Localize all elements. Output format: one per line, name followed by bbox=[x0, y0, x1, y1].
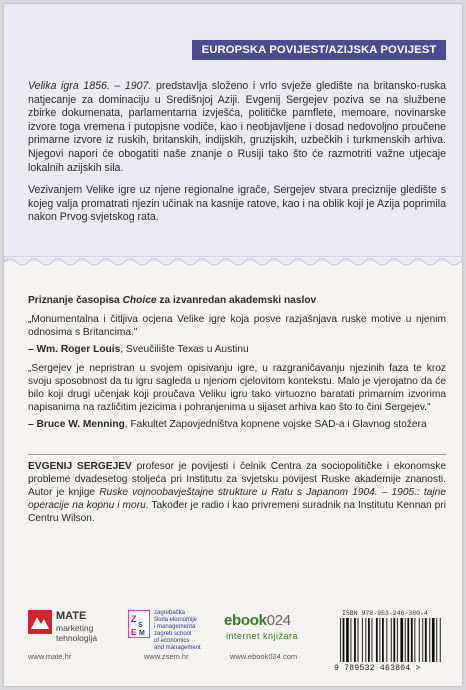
zsem-logo bbox=[128, 610, 228, 680]
ebook024-logo bbox=[224, 610, 324, 680]
barcode-bar bbox=[386, 618, 387, 662]
barcode-bar bbox=[397, 618, 398, 662]
zsem-url: www.zsem.hr bbox=[144, 652, 189, 661]
ebook024-name: ebook024 bbox=[224, 612, 291, 629]
praise-attribution-2: – Bruce W. Menning, Fakultet Zapovjedništva kopnene vojske SAD-a i Glavnog stožera bbox=[28, 419, 427, 430]
author-name: EVGENIJ SERGEJEV bbox=[28, 461, 132, 472]
barcode-bar bbox=[422, 618, 423, 662]
category-banner: EUROPSKA POVIJEST/AZIJSKA POVIJEST bbox=[192, 40, 446, 60]
zsem-logo-icon bbox=[128, 610, 150, 638]
svg-text:S: S bbox=[138, 622, 143, 629]
mate-subtitle: marketing tehnologija bbox=[56, 623, 98, 643]
mate-url: www.mate.hr bbox=[28, 652, 72, 661]
book-title-italic: Velika igra 1856. – 1907. bbox=[28, 80, 152, 92]
barcode-bar bbox=[346, 618, 349, 662]
section-divider bbox=[28, 454, 446, 455]
barcode-bar bbox=[379, 618, 380, 662]
isbn-label: ISBN 978-953-246-380-4 bbox=[342, 610, 428, 617]
author-bio: EVGENIJ SERGEJEV profesor je povijesti i čelnik Centra za sociopolitičke i ekonomske probleme dvadesetog stoljeća pri Institutu za svjetsku povijest Ruske akademije znanosti. Autor je knjige Ruske vojnoobavještajne strukture u Ratu s Japanom 1904. – 1905.: tajne operacije na kopnu i moru. Također je radio i kao privremeni suradnik na Institutu Kennan pri Centru Wilson. bbox=[28, 461, 447, 524]
book-back-cover bbox=[4, 4, 462, 686]
barcode-bar bbox=[358, 618, 359, 662]
barcode-bar bbox=[429, 618, 430, 662]
barcode-bar bbox=[414, 618, 415, 662]
barcode-bar bbox=[372, 618, 373, 662]
praise-section bbox=[28, 294, 446, 437]
barcode-bar bbox=[340, 618, 341, 662]
mate-logo-icon bbox=[28, 610, 52, 634]
barcode-bar bbox=[411, 618, 413, 662]
ebook024-subtitle: internet knjižara bbox=[226, 631, 299, 641]
svg-text:Z: Z bbox=[131, 614, 137, 624]
barcode-bar bbox=[354, 618, 356, 662]
barcode-bar bbox=[419, 618, 420, 662]
isbn-barcode bbox=[338, 618, 444, 662]
author-book-title: Ruske vojnoobavještajne strukture u Ratu s Japanom 1904. – 1905.: tajne operacije na kopnu i moru bbox=[28, 487, 447, 511]
barcode-bar bbox=[436, 618, 437, 662]
description-paragraph-1: Velika igra 1856. – 1907. predstavlja složeno i vrlo svježe gledište na britansko-ruska natjecanje za dominaciju u Središnjoj Aziji. Evgenij Sergejev poziva se na službene zbirke dokumenata, parlamentarna izvješća, političke pamflete, memoare, novinarske izvore toga vremena i putopisne vodiče, kao i neobjavljene i dosad nedovoljno proučene primarne izvore iz ruskih, britanskih, indijskih, gruzijskih, uzbečkih i turkmenskih arhiva. Njegovi napori će obogatiti naše znanje o Rusiji tako što će razmotriti važne utjecaje lokalnih azijskih sila. bbox=[28, 80, 446, 174]
praise-quote-1: „Monumentalna i čitljiva ocjena Velike igre koja posve razjašnjava ruske motive u njenim odnosima s Britancima." bbox=[28, 314, 446, 338]
svg-text:E: E bbox=[131, 628, 137, 637]
barcode-bar bbox=[362, 618, 363, 662]
mate-logo bbox=[28, 610, 123, 680]
praise-heading: Priznanje časopisa Choice za izvanredan akademski naslov bbox=[28, 295, 317, 306]
wavy-edge bbox=[4, 256, 462, 270]
zsem-name: zagrebačka škola ekonomije i managementa zagreb school of economics and management bbox=[154, 610, 201, 651]
svg-text:M: M bbox=[139, 630, 145, 637]
ebook024-url: www.ebook024.com bbox=[230, 652, 298, 661]
barcode-bar bbox=[391, 618, 392, 662]
barcode-bar bbox=[393, 618, 395, 662]
barcode-bar bbox=[351, 618, 352, 662]
mate-name: MATE bbox=[56, 610, 87, 622]
barcode-bar bbox=[440, 618, 441, 662]
barcode-bar bbox=[400, 618, 403, 662]
barcode-bar bbox=[382, 618, 384, 662]
barcode-bar bbox=[376, 618, 378, 662]
isbn-digits: 9 789532 463804 > bbox=[334, 664, 421, 673]
praise-quote-2: „Sergejev je nepristran u svojem opisivanju igre, u razgraničavanju njezinih faza te kroz svoju sposobnost da tu igru sagleda u njenom cjelovitom kontekstu. Malo je vjerojatno da će bilo koji drugi učenjak koji proučava Veliku igru tako virtuozno baratati primarnim izvorima napisanima na različitim jezicima i pohranjenima u sijaset arhiva kao što to čini Sergejev." bbox=[28, 363, 446, 413]
book-description bbox=[28, 80, 446, 234]
description-paragraph-2: Vezivanjem Velike igre uz njene regionalne igrače, Sergejev stvara preciznije gledište s kojeg valja promatrati njezin učinak na kasnije ratove, kao i na oblik koji je Azija poprimila nakon Prvog svjetskog rata. bbox=[28, 184, 446, 224]
barcode-bar bbox=[425, 618, 427, 662]
barcode-bar bbox=[432, 618, 435, 662]
barcode-bar bbox=[405, 618, 406, 662]
barcode-bar bbox=[368, 618, 370, 662]
praise-attribution-1: – Wm. Roger Louis, Sveučilište Texas u Austinu bbox=[28, 344, 249, 355]
barcode-bar bbox=[365, 618, 366, 662]
barcode-bar bbox=[407, 618, 409, 662]
barcode-bar bbox=[343, 618, 345, 662]
